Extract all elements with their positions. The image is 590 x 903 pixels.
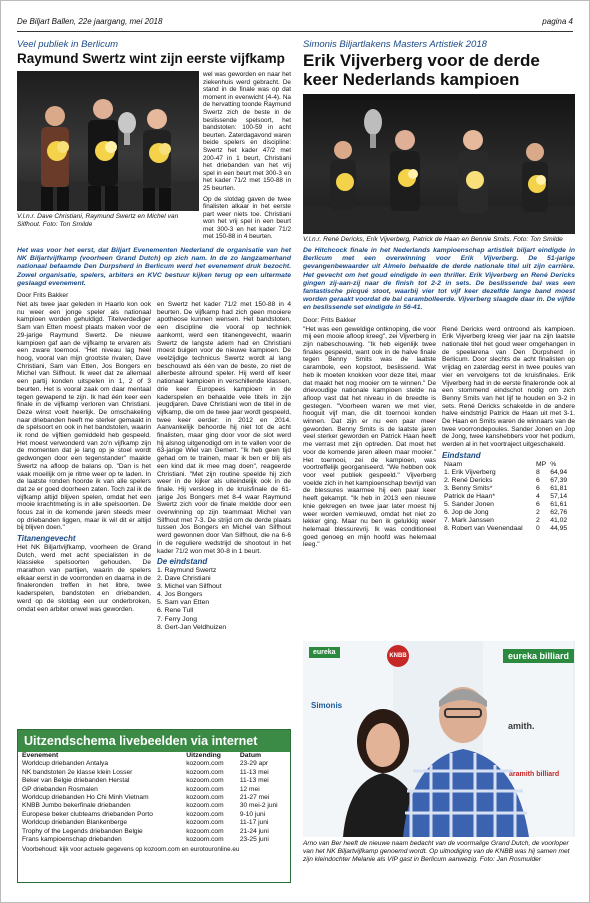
cell-broadcast: kozoom.com <box>186 768 224 776</box>
article-vijfkamp <box>17 39 291 632</box>
cell-date: 21-24 juni <box>239 827 269 835</box>
cell-mp: 8 <box>536 468 540 476</box>
article-intro: De Hitchcock finale in het Nederlands kampioenschap artistiek biljart eindigde in Berlicum met een overwinning voor Erik Vijverberg. De 51-jarige gevangenbewaarder uit Almelo behaalde de derde nationale titel uit zijn carrière. Het gevecht om het goud eindigde in een thriller. Erik Vijverberg en René Dericks gingen zij-aan-zij naar de finish tot 2-2 in sets. De beslissende bal was een fantastische picqué stoot, waarbij vier tot vijf keer dezelfde lange band moest worden geraakt voordat de bal carambolleerde. Vijverberg slaagde daar in. De vijfde en beslissende set eindigde in 56-41. <box>303 247 575 312</box>
vip-photo <box>303 641 575 837</box>
article-side-column <box>203 71 291 244</box>
eindstand-title: Eindstand <box>442 450 481 460</box>
cell-broadcast: kozoom.com <box>186 777 224 785</box>
article-text-col-1 <box>17 301 151 632</box>
cell-pct: 67,39 <box>550 476 568 484</box>
cell-date: 30 mei-2 juni <box>239 802 278 810</box>
cell-mp: 6 <box>536 484 540 492</box>
cell-name: 3. Benny Smits* <box>444 484 493 492</box>
cell-event: Worldcup driebanden Antalya <box>22 760 109 768</box>
cell-pct: 61,81 <box>550 484 568 492</box>
cell-event: NK bandstoten 2e klasse klein Losser <box>22 768 133 776</box>
column-header: % <box>550 460 557 468</box>
article-text-col-1 <box>303 326 436 552</box>
table-row <box>442 469 569 477</box>
list-item: 6. Rene Tull <box>157 607 194 615</box>
sponsor-logo: amith. <box>508 721 535 731</box>
cell-event: Frans kampioenschap driebanden <box>22 836 122 844</box>
people-illustration <box>303 641 575 837</box>
article-title: Erik Vijverberg voor de derde keer Nederlands kampioen <box>303 51 540 89</box>
schedule-table <box>18 752 290 844</box>
body-paragraph-2: René Dericks werd ontroond als kampioen. Erik Vijverberg kreeg vier jaar na zijn laatste nationale titel het goud weer omgehangen in de speelarena van Den Durpsherd in Berlicum. Door slechts de acht finalisten op vrijdag en zaterdag eerst in twee poules van vier en vervolgens tot de kruisfinales. Erik Vijverberg had in de eerste finaleronde ook al een stommend eindschot nodig om zich Benny Smits van het lijf te houden en 3-2 in sets. René Dericks schakelde in de andere halve eindstrijd Patrick de Haan uit met 3-1. De Haan en Smits waren de winnaars van de twee voorrondepoules. Sander Jonen en Jop de Jong, twee kanshebbers voor het podium, werden al in het voortraject uitgeschakeld. <box>442 325 575 449</box>
byline: Door: Frits Bakker <box>303 316 357 324</box>
cell-date: 11-13 mei <box>239 777 269 785</box>
table-row <box>442 477 569 485</box>
cell-date: 11-17 juni <box>239 819 269 827</box>
table-row <box>18 811 290 819</box>
table-row <box>18 828 290 836</box>
cell-mp: 0 <box>536 525 540 533</box>
article-kicker: Veel publiek in Berlicum <box>17 39 119 50</box>
cell-event: Europese beker clubteams driebanden Porto <box>22 810 153 818</box>
table-row <box>18 786 290 794</box>
sponsor-logo: KNBB <box>387 645 409 667</box>
cell-pct: 61,61 <box>550 501 568 509</box>
cell-broadcast: kozoom.com <box>186 802 224 810</box>
eindstand-table <box>442 461 569 534</box>
cell-mp: 6 <box>536 501 540 509</box>
table-row <box>442 493 569 501</box>
list-item: 5. Sam van Etten <box>157 599 210 607</box>
article-intro: Het was voor het eerst, dat Biljart Evenementen Nederland de organisatie van het NK Biljartvijfkamp (voorheen Grand Dutch) op zich nam. In de zo langzamerhand nationaal befaamde Den Durpsherd in Berlicum werd het evenement druk bezocht. Zowel organisatie, spelers, arbiters en KVC bestuur kijken terug op een uitermate geslaagd evenement. <box>17 247 291 287</box>
podium-illustration <box>17 71 199 211</box>
byline: Door Frits Bakker <box>17 292 69 300</box>
photo-caption: V.l.n.r. Dave Christiani, Raymund Swertz en Michel van Silfhout. Foto: Ton Smilde <box>17 213 179 228</box>
cell-event: KNBB Jumbo bekerfinale driebanden <box>22 802 131 810</box>
cell-broadcast: kozoom.com <box>186 836 224 844</box>
cell-date: 12 mei <box>239 785 260 793</box>
body-paragraph-1: Net als twee jaar geleden in Haarlo kon ook nu weer een jonge speler als nationaal kampioen worden gehuldigd. Titelverdediger Sam van Etten moest plaats maken voor de 29-jarige Raymund Swertz. De nieuwe kampioen gaf aan de vijfkamp te ervaren als een zware toernooi. "Het niveau lag heel hoog, vooral van mijn grootste rivalen, Dave Christiani, Sam van Etten, Jos Bongers en Michel van Silfhout. Ik weet dat ze allemaal een partij konden uitspelen in 1, 2 of 3 beurten. Het is vooral zaak om daar mentaal tegen gewapend te zijn. Ik had één keer een finale in de vijfkamp verloren van Christiani. Deze winst voelt heerlijk. De omschakeling naar driebanden heeft me sterker gemaakt in de spelsoort en ook in het bandstoten, waarin ik rond de vijftien gemiddeld heb gespeeld. Het moest verwonderd van zo'n vijfkamp zijn de momenten dat je lang op je stoel wordt gedwongen door een tegenstander" maakte Swertz na afloop de balans op. "Dan is het vaak moeilijk om je ritme weer op te laden. In de laatste ronden hoorde ik van alle spelers dat ze er goed doorheen zaten. Toch zal ik de vijfkamp altijd blijven spelen, omdat het een mooie krachtmeting is in alle spelsoorten. De focus zal in de komende jaren steeds meer op driebanden liggen, maar ik wil dit er altijd bij blijven doen." <box>17 301 151 532</box>
cell-mp: 2 <box>536 517 540 525</box>
article-text-col-2 <box>442 326 575 552</box>
schedule-title: Uitzendschema livebeelden via internet <box>18 730 290 752</box>
cell-broadcast: kozoom.com <box>186 810 224 818</box>
photo-caption: Arno van Ber heeft de nieuwe naam bedacht van de voormalige Grand Dutch, de voorloper van het NK Biljartvijfkamp genoemd wordt. Op uitnodiging van de KNBB was hij samen met zijn kleindochter Melanie als VIP gast in Berlicum aanwezig. Foto: Jan Rosmulder <box>303 840 570 863</box>
cell-pct: 41,02 <box>550 517 568 525</box>
cell-mp: 4 <box>536 492 540 500</box>
column-header: Naam <box>444 460 463 468</box>
eindstand-list <box>157 567 291 632</box>
cell-name: 2. René Dericks <box>444 476 493 484</box>
column-header: Uitzending <box>186 752 221 759</box>
cell-pct: 57,14 <box>550 492 568 500</box>
page-number: pagina 4 <box>542 17 573 26</box>
list-item: 3. Michel van Silfhout <box>157 583 222 591</box>
article-text-col-2 <box>157 301 291 632</box>
article-artistiek <box>303 39 575 552</box>
eindstand-title: De eindstand <box>157 557 208 567</box>
list-item: 2. Dave Christiani <box>157 575 211 583</box>
table-row <box>442 509 569 517</box>
cell-name: 6. Jop de Jong <box>444 509 489 517</box>
column-header: MP <box>536 460 547 468</box>
cell-pct: 44,95 <box>550 525 568 533</box>
cell-date: 23-25 juni <box>239 836 269 844</box>
sponsor-logo: eureka billiard <box>503 649 574 663</box>
body-paragraph-2: Het NK Biljartvijfkamp, voorheen de Grand Dutch, werd met acht specialisten in de klassieke spelsoorten gehouden. De marathon van partijen, waarin de spelers elkaar eerst in de voorronden en daarna in de finaleronden treffen in het libre, twee kaderspelen, bandstoten en driebanden, werd op de slotdag een uur onderbroken, omdat een arbiter onwel was geworden. <box>17 543 151 613</box>
column-header: Evenement <box>22 752 59 759</box>
article-title: Raymund Swertz wint zijn eerste vijfkamp <box>17 51 285 66</box>
sponsor-logo: Simonis <box>311 701 343 710</box>
table-row <box>18 802 290 810</box>
cell-broadcast: kozoom.com <box>186 827 224 835</box>
cell-pct: 64,94 <box>550 468 568 476</box>
champions-illustration <box>303 94 575 234</box>
cell-broadcast: kozoom.com <box>186 760 224 768</box>
broadcast-schedule-box <box>17 729 291 883</box>
cell-name: 1. Erik Vijverberg <box>444 468 496 476</box>
podium-photo <box>17 71 199 211</box>
cell-date: 9-10 juni <box>239 810 266 818</box>
side-paragraph-2: Op de slotdag gaven de twee finalisten alkaar in het eerste part weer niets toe. Christiani won het vrij spel in een beurt met 300-3 en het kader 71/2 met 150-88 in 4 beurten. <box>203 195 291 241</box>
body-paragraph-3: en Swertz het kader 71/2 met 150-88 in 4 beurten. De vijfkamp had zich geen mooiere apotheose kunnen wensen. Het bandstoten, een discipline die vooral op techniek aankomt, werd een titanengevecht, waarin Swertz de langste adem had en Christiani moest buigen voor de nieuwe kampioen. De veelzijdige technicus Swertz wordt al lang beschouwd als één van de beste, zo niet de allerbeste allround speler. Hij werd elf keer nationaal kampioen in verschillende klassen, drie keer Europees kampioen in de kaderspelen en behaalde vele titels in zijn jeugdjaren. Dave Christiani won de titel in de vijfkamp, die om de twee jaar wordt gespeeld, twee keer eerder: in 2012 en 2014. Aanvankelijk behoorde hij niet tot de acht finalisten, maar ging door voor de slot werd hij alsnog uitgenodigd om in te vallen voor de 63-jarige Wiel van Gemert. "Ik heb geen tijd gehad om te trainen, maar ik ben er blij als een kind dat ik mee mag doen", reageerde Christiani. "Met zijn routine speelde hij zich weer in de kijker als uiteindelijk ook in de finale. Hij versloeg in de kruisfinale de 61-jarige Jos Bongers met 8-4 waar Raymund Swertz zich voor de finale meldde door een overwinning op zijn teammaat Michel van Silfhout met 7-3. De strijd om de derde plaats tussen Jos Bongers en Michel van Silfhout werd gewonnen door Van Silfhout, die na 6-6 in de reguliere wedstrijd de shootout in het kader 71/2 won met 30-8 in 1 beurt. <box>157 301 291 555</box>
list-item: 1. Raymund Swertz <box>157 566 217 574</box>
table-header-row <box>442 461 569 469</box>
cell-date: 21-27 mei <box>239 794 270 802</box>
table-row <box>18 794 290 802</box>
body-paragraph-1: "Het was een geweldige ontknoping, die voor mij een mooie afloop kreeg", zei Vijverberg in zijn nabeschouwing. "Ik heb eigenlijk twee finales gespeeld, want ook in de halve finale tegen Benny Smits was de laatste carambole, een kopstoot, beslissend. Wat heb ik moeten knokken voor deze titel, maar dat maakt het nog mooier om te winnen." De drievoudige nationale kampioen stelde na afloop vast dat het niveau in de breedte is gestegen. "Voorheen waren we met vier, hooguit vijf man, die dit toernooi konden winnen. Dat zijn er nu een paar meer geworden. Benny Smits is de laatste jaren veel sterker geworden en Patrick Haan heeft me verrast met zijn optreden. Dat moet het voor de komende jaren alleen maar mooier." Het toernooi, zei de kampioen, was voortreffelijk georganiseerd. "We hebben ook voor veel publiek gespeeld." Vijverberg voelde zich in het kampioenschap bevrijd van de blessures waarmee hij een paar keer heeft gekampt. "Ik heb in 2013 een nieuwe knie gekregen en twee jaar later moest hij weer worden vernieuwd, omdat het niet zo lekker ging. Maar nu ben ik gelukkig weer helemaal blessurevrij. Ik was conditioneel goed genoeg en mijn hoofd was helemaal leeg." <box>303 325 436 549</box>
table-row <box>18 760 290 768</box>
cell-name: 8. Robert van Veenendaal <box>444 525 523 533</box>
cell-mp: 2 <box>536 509 540 517</box>
cell-date: 11-13 mei <box>239 768 269 776</box>
sponsor-logo: aramith billiard <box>509 771 560 778</box>
list-item: 8. Gert-Jan Veldhuizen <box>157 623 227 631</box>
list-item: 7. Ferry Jong <box>157 615 198 623</box>
table-row <box>442 485 569 493</box>
table-row <box>18 836 290 844</box>
table-row <box>18 819 290 827</box>
vip-photo-block <box>303 641 575 895</box>
article-kicker: Simonis Biljartlakens Masters Artistiek 2018 <box>303 39 487 50</box>
list-item: 4. Jos Bongers <box>157 591 203 599</box>
cell-date: 23-29 apr <box>239 760 269 768</box>
sponsor-logo: eureka <box>309 647 340 658</box>
champions-photo <box>303 94 575 234</box>
cell-name: Patrick de Haan* <box>444 492 496 500</box>
subheading: Titanengevecht <box>17 534 76 544</box>
cell-event: Worldcup driebanden Ho Chi Minh Vietnam <box>22 794 149 802</box>
cell-event: GP driebanden Rosmalen <box>22 785 98 793</box>
table-row <box>442 501 569 509</box>
cell-mp: 6 <box>536 476 540 484</box>
table-row <box>18 777 290 785</box>
cell-event: Worldcup driebanden Blankenberge <box>22 819 128 827</box>
cell-event: Trophy of the Legends driebanden Belgie <box>22 827 143 835</box>
cell-broadcast: kozoom.com <box>186 794 224 802</box>
page-header-left: De Biljart Ballen, 22e jaargang, mei 2018 <box>17 17 163 26</box>
schedule-footer: Voorbehoud: kijk voor actuele gegevens op kozoom.com en eurotouronline.eu <box>22 846 240 854</box>
photo-caption: V.l.n.r. René Dericks, Erik Vijverberg, Patrick de Haan en Bennie Smits. Foto: Ton Smilde <box>303 236 563 243</box>
cell-event: Beker van Belgie driebanden Herstal <box>22 777 130 785</box>
cell-name: 7. Mark Janssen <box>444 517 494 525</box>
page-header <box>17 17 573 32</box>
side-paragraph-1: wel was geworden en naar het ziekenhuis werd gebracht. De stand in de finale was op dat moment in evenwicht (4-4). Na de hervatting toonde Raymund Swertz zich de beste in de beslissende spelsoort, het bandstoten: 100-59 in acht beurten. Zaterdagavond waren beide spelers en discipline: Swertz het kader 47/2 met 200-47 in 1 beurt, Christiani het driebanden van het vrij spel in een beurt met 300-3 en het kader 71/2 met 150-88 in 25 beurten. <box>203 71 291 192</box>
cell-broadcast: kozoom.com <box>186 785 224 793</box>
table-row <box>18 769 290 777</box>
cell-pct: 62,76 <box>550 509 568 517</box>
table-row <box>442 525 569 533</box>
cell-name: 5. Sander Jonen <box>444 501 494 509</box>
table-row <box>442 517 569 525</box>
column-header: Datum <box>239 752 262 759</box>
cell-broadcast: kozoom.com <box>186 819 224 827</box>
